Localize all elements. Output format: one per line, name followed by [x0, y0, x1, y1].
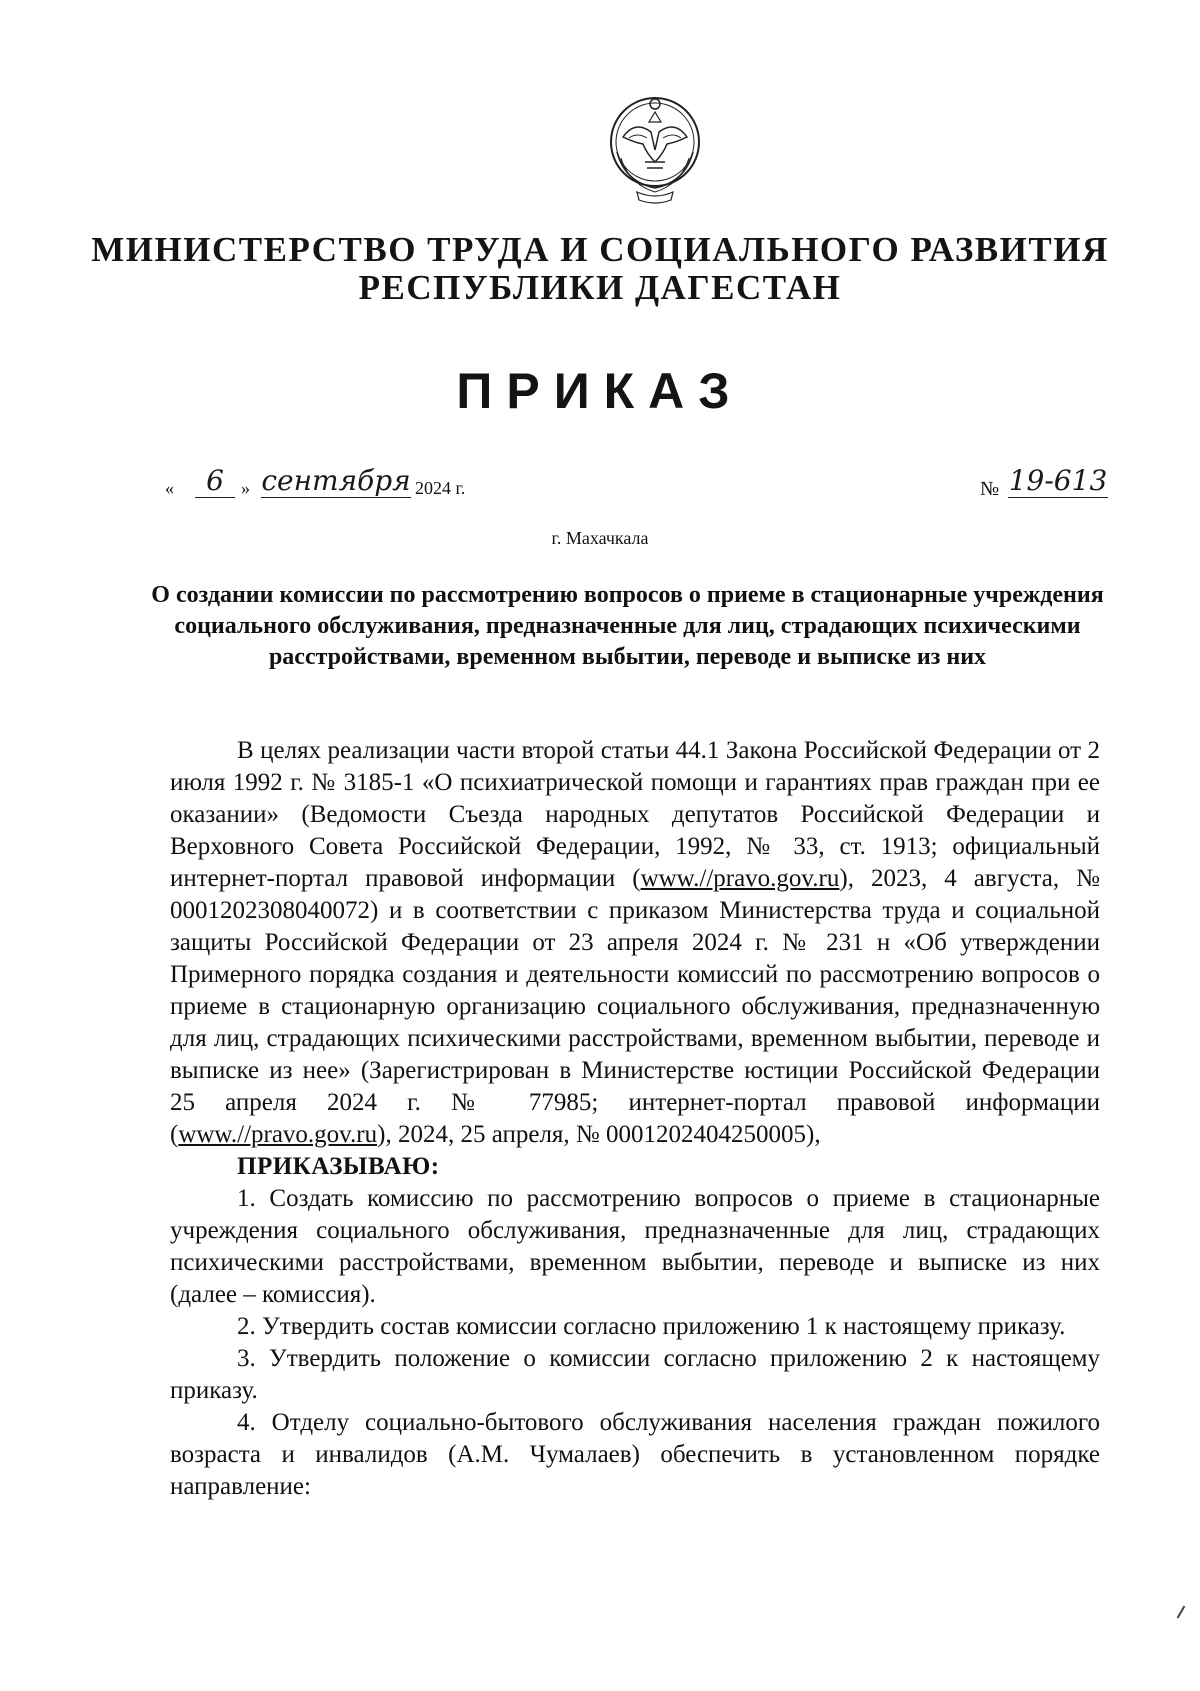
date-month: сентября	[261, 464, 411, 497]
city: г. Махачкала	[551, 528, 649, 548]
document-kind-heading: ПРИКАЗ	[456, 363, 744, 419]
preamble-text-3: ), 2024, 25 апреля, № 0001202404250005),	[377, 1121, 821, 1148]
number-value: 19-613	[1008, 464, 1108, 497]
order-body	[170, 735, 1100, 1503]
order-title: О создании комиссии по рассмотрению вопросов о приеме в стационарные учреждения социального обслуживания, предназначенные для лиц, страдающих психическими расстройствами, временном выбытии, переводе и выписке из них	[151, 582, 1104, 670]
list-item: 1. Создать комиссию по рассмотрению вопросов о приеме в стационарные учреждения социального обслуживания, предназначенные для лиц, страдающих психическими расстройствами, временном выбытии, переводе и выписке из них (далее – комиссия).	[170, 1185, 1100, 1308]
date-open-quote: «	[165, 478, 174, 498]
list-item: 4. Отделу социально-бытового обслуживания населения граждан пожилого возраста и инвалидов (А.М. Чумалаев) обеспечить в установленном порядке направление:	[170, 1409, 1100, 1500]
list-item: 3. Утвердить положение о комиссии согласно приложению 2 к настоящему приказу.	[170, 1345, 1100, 1404]
ministry-name-line1: МИНИСТЕРСТВО ТРУДА И СОЦИАЛЬНОГО РАЗВИТИЯ	[91, 230, 1109, 269]
date-year: 2024 г.	[415, 478, 466, 498]
date-close-quote: »	[241, 478, 250, 498]
preamble-text-2: ), 2023, 4 августа, № 0001202308040072) и в соответствии с приказом Министерства труда и социальной защиты Российской Федерации от 23 апреля 2024 г. № 231 н «Об утверждении Примерного порядка создания и деятельности комиссий по рассмотрению вопросов о приеме в стационарную организацию социального обслуживания, предназначенную для лиц, страдающих психическими расстройствами, временном выбытии, переводе и выписке из нее» (Зарегистрирован в Министерстве юстиции Российской Федерации 25 апреля 2024 г. № 77985; интернет-портал правовой информации (	[170, 865, 1101, 1148]
preamble-paragraph	[170, 735, 1100, 1151]
margin-mark	[1177, 1605, 1186, 1618]
order-word: ПРИКАЗЫВАЮ:	[237, 1153, 440, 1180]
preamble-text-1: В целях реализации части второй статьи 44.1 Закона Российской Федерации от 2 июля 1992 г. № 3185-1 «О психиатрической помощи и гарантиях прав граждан при ее оказании» (Ведомости Съезда народных депутатов Российской Федерации и Верховного Совета Российской Федерации, 1992, № 33, ст. 1913; официальный интернет-портал правовой информации (	[170, 737, 1100, 892]
list-item: 2. Утвердить состав комиссии согласно приложению 1 к настоящему приказу.	[237, 1313, 1066, 1340]
number-sign: №	[980, 478, 1000, 500]
date-day: 6	[195, 464, 235, 498]
pravo-link-2[interactable]: www.//pravo.gov.ru	[178, 1121, 378, 1148]
pravo-link-1[interactable]: www.//pravo.gov.ru	[640, 865, 840, 892]
ministry-name-line2: РЕСПУБЛИКИ ДАГЕСТАН	[358, 268, 842, 307]
coat-of-arms-emblem	[605, 92, 705, 217]
